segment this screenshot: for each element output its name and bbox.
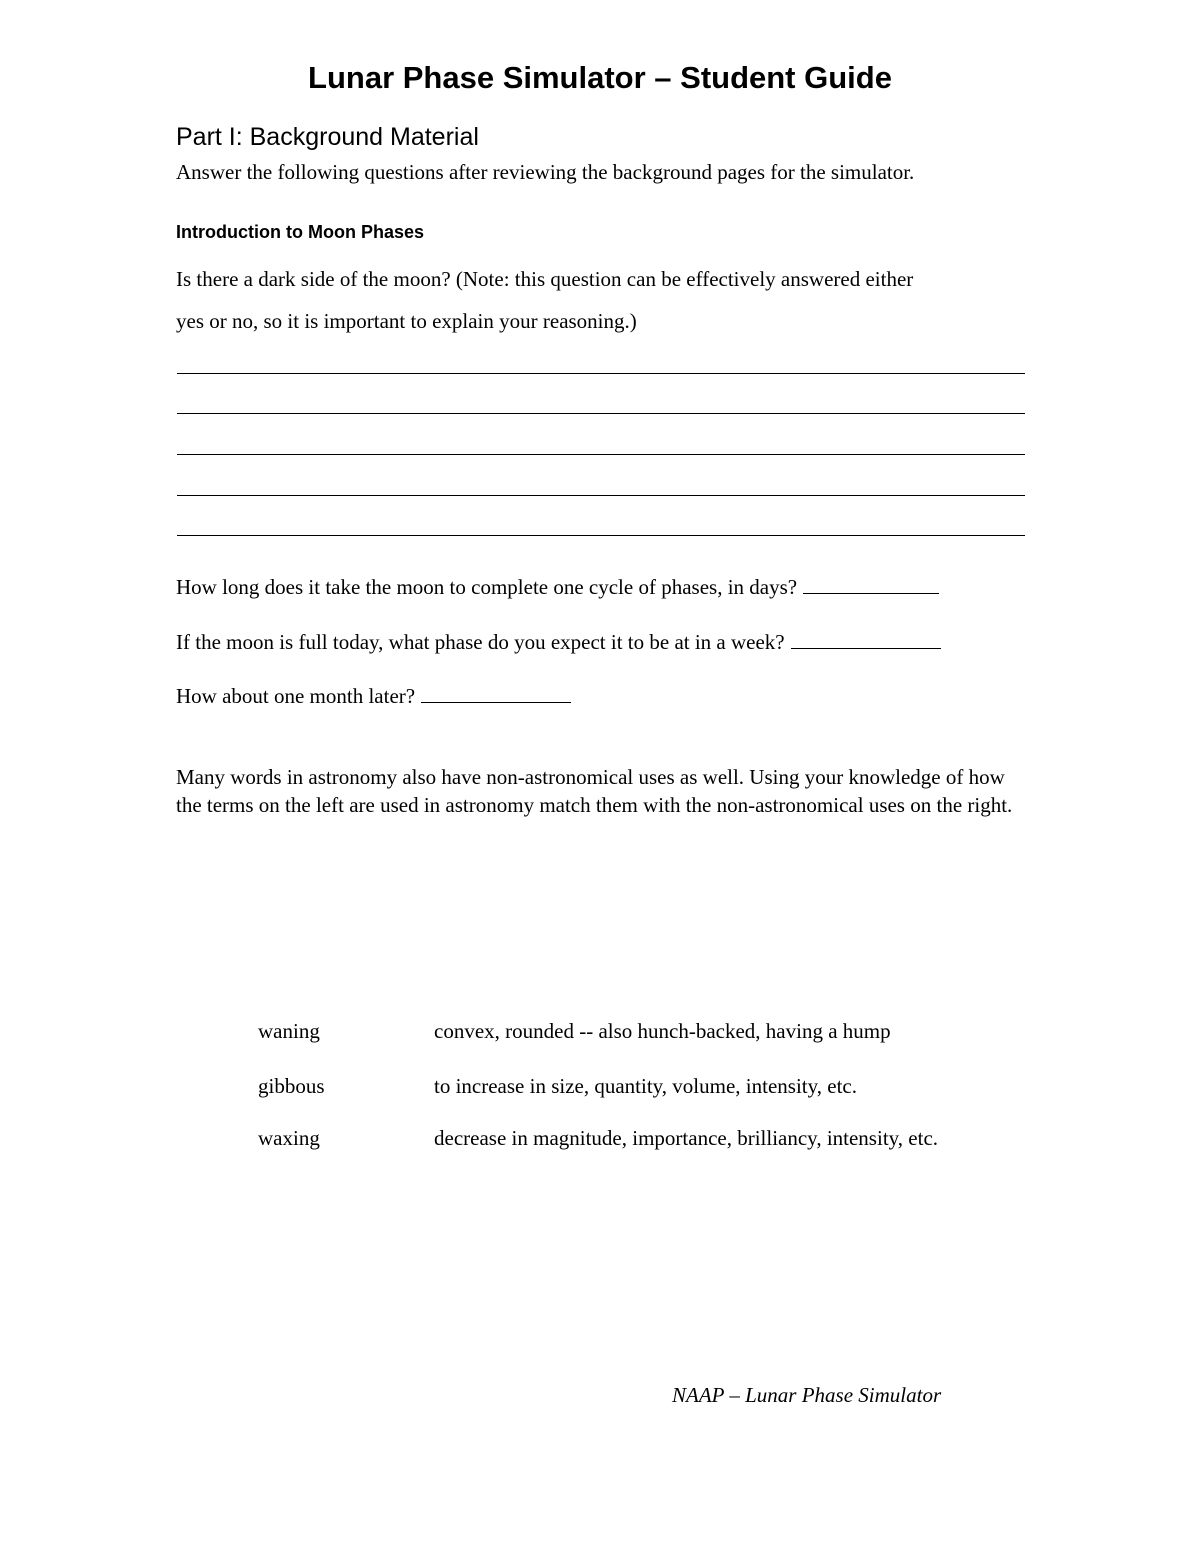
question-4-text: How about one month later? — [176, 684, 416, 708]
answer-line-3[interactable] — [177, 454, 1025, 455]
question-3 — [176, 630, 941, 655]
question-2 — [176, 575, 939, 600]
question-2-text: How long does it take the moon to complete one cycle of phases, in days? — [176, 575, 798, 599]
question-2-answer-blank[interactable] — [803, 575, 939, 594]
question-1-line-1: Is there a dark side of the moon? (Note: this question can be effectively answered either — [176, 267, 914, 291]
answer-line-2[interactable] — [177, 413, 1025, 414]
question-4-answer-blank[interactable] — [421, 684, 571, 703]
question-3-text: If the moon is full today, what phase do you expect it to be at in a week? — [176, 630, 785, 654]
matching-definition: decrease in magnitude, importance, brilliancy, intensity, etc. — [434, 1126, 939, 1150]
matching-term: waning — [258, 1019, 320, 1043]
answer-line-5[interactable] — [177, 535, 1025, 536]
matching-term: gibbous — [258, 1074, 325, 1098]
section-heading: Introduction to Moon Phases — [176, 222, 424, 242]
matching-definition: convex, rounded -- also hunch-backed, having a hump — [434, 1019, 891, 1043]
question-4 — [176, 684, 571, 709]
page-footer: NAAP – Lunar Phase Simulator — [672, 1383, 942, 1407]
matching-definition: to increase in size, quantity, volume, intensity, etc. — [434, 1074, 857, 1098]
part-instructions: Answer the following questions after reviewing the background pages for the simulator. — [176, 160, 915, 184]
answer-line-4[interactable] — [177, 495, 1025, 496]
matching-term: waxing — [258, 1126, 320, 1150]
part-heading: Part I: Background Material — [176, 123, 479, 151]
question-3-answer-blank[interactable] — [791, 630, 941, 649]
matching-instructions: Many words in astronomy also have non-astronomical uses as well. Using your knowledge of how the terms on the left are used in astronomy match them with the non-astronomical uses on the right. — [176, 765, 1013, 817]
question-1-line-2: yes or no, so it is important to explain your reasoning.) — [176, 309, 637, 333]
document-title: Lunar Phase Simulator – Student Guide — [308, 60, 892, 95]
answer-line-1[interactable] — [177, 373, 1025, 374]
